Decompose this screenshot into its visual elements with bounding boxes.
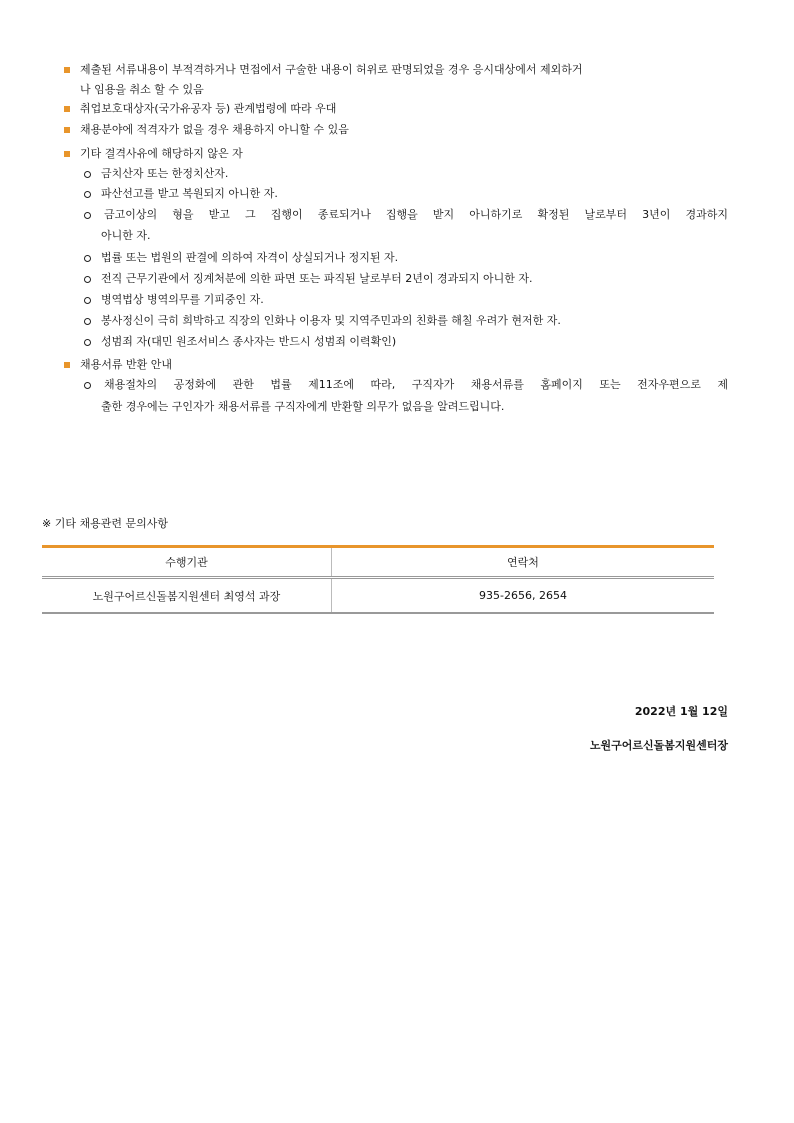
disqualification-item: 성범죄 자(대민 원조서비스 종사자는 반드시 성범죄 이력확인)	[101, 335, 397, 348]
disqualification-item: 법률 또는 법원의 판결에 의하여 자격이 상실되거나 정지된 자.	[101, 251, 399, 264]
circle-bullet-icon	[84, 318, 91, 325]
note-item-5: 채용서류 반환 안내	[80, 358, 173, 371]
inquiry-table	[42, 545, 714, 614]
orange-square-bullet-icon	[64, 106, 70, 112]
note-item-1: 제출된 서류내용이 부적격하거나 면접에서 구술한 내용이 허위로 판명되었을 경우 응시대상에서 제외하거	[80, 63, 583, 76]
document-return-notice: 채용절차의 공정화에 관한 법률 제11조에 따라, 구직자가 채용서류를 홈페이지 또는 전자우편으로 제	[104, 378, 728, 391]
note-item-2: 취업보호대상자(국가유공자 등) 관계법령에 따라 우대	[80, 102, 337, 115]
circle-bullet-icon	[84, 276, 91, 283]
disqualification-item: 전직 근무기관에서 징계처분에 의한 파면 또는 파직된 날로부터 2년이 경과되지 아니한 자.	[101, 272, 533, 285]
disqualification-item: 금치산자 또는 한정치산자.	[101, 167, 229, 180]
signer-title: 노원구어르신돌봄지원센터장	[589, 739, 728, 752]
circle-bullet-icon	[84, 382, 91, 389]
document-date: 2022년 1월 12일	[634, 705, 728, 718]
disqualification-item: 금고이상의 형을 받고 그 집행이 종료되거나 집행을 받지 아니하기로 확정된 날로부터 3년이 경과하지	[104, 208, 728, 221]
circle-bullet-icon	[84, 297, 91, 304]
column-header-contact: 연락처	[507, 556, 539, 569]
note-item-1-cont: 나 임용을 취소 할 수 있음	[80, 83, 204, 96]
orange-square-bullet-icon	[64, 67, 70, 73]
orange-square-bullet-icon	[64, 362, 70, 368]
table-header-row	[42, 548, 714, 579]
table-row	[42, 579, 714, 614]
circle-bullet-icon	[84, 212, 91, 219]
org-cell: 노원구어르신돌봄지원센터 최영석 과장	[42, 579, 332, 612]
circle-bullet-icon	[84, 191, 91, 198]
disqualification-item: 파산선고를 받고 복원되지 아니한 자.	[101, 187, 278, 200]
document-return-notice-cont: 출한 경우에는 구인자가 채용서류를 구직자에게 반환할 의무가 없음을 알려드립니다.	[101, 400, 505, 413]
circle-bullet-icon	[84, 255, 91, 262]
column-header-org: 수행기관	[42, 548, 332, 576]
inquiry-heading: ※ 기타 채용관련 문의사항	[42, 517, 168, 530]
disqualification-item: 봉사정신이 극히 희박하고 직장의 인화나 이용자 및 지역주민과의 친화를 해칠 우려가 현저한 자.	[101, 314, 561, 327]
disqualification-item-cont: 아니한 자.	[101, 229, 151, 242]
orange-square-bullet-icon	[64, 127, 70, 133]
note-item-4: 기타 결격사유에 해당하지 않은 자	[80, 147, 243, 160]
circle-bullet-icon	[84, 339, 91, 346]
circle-bullet-icon	[84, 171, 91, 178]
note-item-3: 채용분야에 적격자가 없을 경우 채용하지 아니할 수 있음	[80, 123, 349, 136]
orange-square-bullet-icon	[64, 151, 70, 157]
contact-cell: 935-2656, 2654	[479, 589, 567, 602]
disqualification-item: 병역법상 병역의무를 기피중인 자.	[101, 293, 264, 306]
